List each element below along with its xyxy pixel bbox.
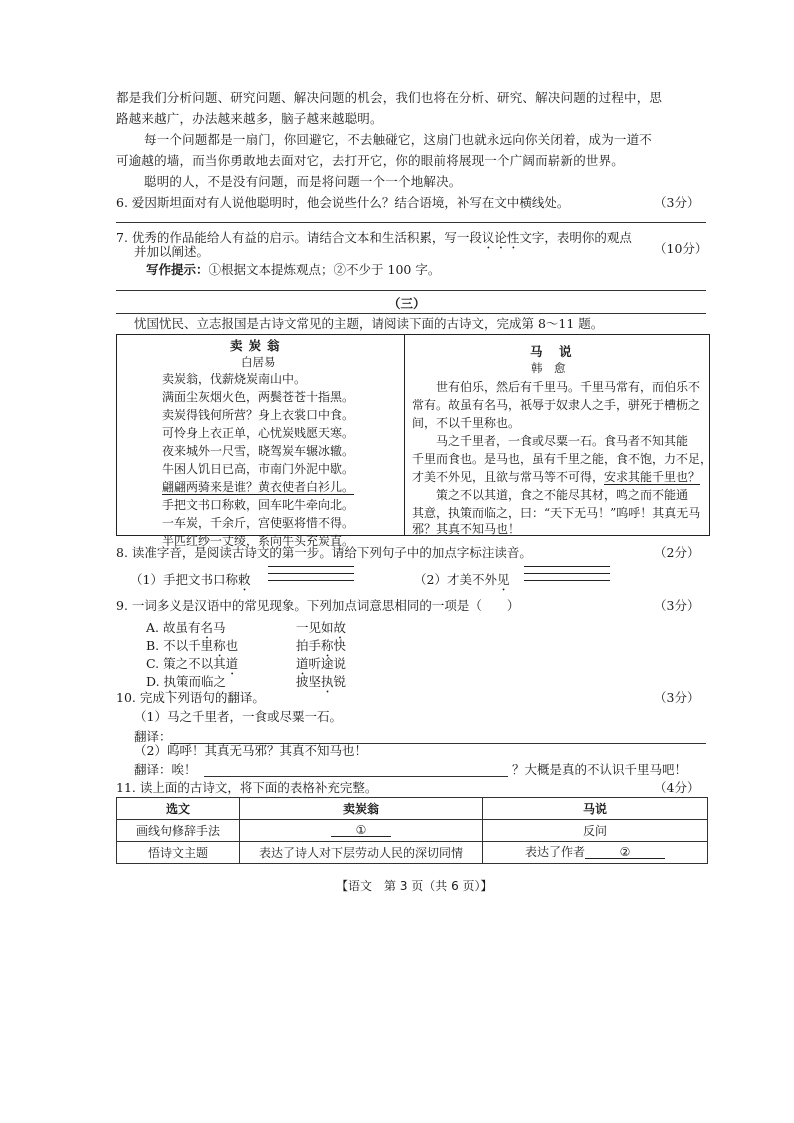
poem-line: 卖炭翁，伐薪烧炭南山中。 <box>162 372 307 386</box>
summary-table <box>116 797 708 864</box>
essay-line: 常有。故虽有名马，祇辱于奴隶人之手，骈死于槽枥之 <box>412 398 701 412</box>
q10-translation-2-end: ？大概是真的不认识千里马吧！ <box>512 762 688 777</box>
passage-line: 聪明的人，不是没有问题，而是将问题一个一个地解决。 <box>144 174 462 189</box>
poem-line: 牛困人饥日已高，市南门外泥中歇。 <box>162 462 355 476</box>
essay-line-underlined: 安求其能千里也？ <box>604 470 701 484</box>
essay-line: 策之不以其道，食之不能尽其材，鸣之而不能通 <box>412 488 689 502</box>
option-d-pair: 披坚执锐 <box>296 674 347 689</box>
essay-line: 千里而食也。是马也，虽有千里之能，食不饱，力不足， <box>412 452 713 466</box>
poem-line: 一车炭，千余斤，宫使驱将惜不得。 <box>162 516 355 530</box>
table-header: 卖炭翁 <box>240 798 483 820</box>
passage-line: 每一个问题都是一扇门，你回避它，不去触碰它，这扇门也就永远向你关闭着，成为一道不 <box>144 132 653 147</box>
table-cell: 悟诗文主题 <box>117 842 240 864</box>
poem-line: 半匹红纱一丈绫，系向牛头充炭直。 <box>162 534 355 548</box>
question-10-score: （3分） <box>654 690 700 705</box>
q10-sentence-2: （2）呜呼！其真无马邪？其真不知马也！ <box>134 743 367 758</box>
section-divider <box>116 313 706 314</box>
q7-emphasis: 议论性 <box>481 230 520 245</box>
q7-text-b: 文字，表明你的观点 <box>519 230 632 245</box>
question-9-score: （3分） <box>654 598 700 613</box>
writing-hint <box>146 264 440 277</box>
option-c: C. 策之不以其道 <box>146 656 239 671</box>
question-10: 10. 完成下列语句的翻译。 <box>116 690 265 705</box>
table-cell-text: 表达了作者 <box>524 845 585 859</box>
q8-item-2 <box>414 572 509 594</box>
option-a: A. 故虽有名马 <box>146 620 226 635</box>
essay-author: 韩 愈 <box>531 361 566 375</box>
page-footer: 【语文 第 3 页（共 6 页）】 <box>336 879 493 893</box>
essay-line-text: 才美不外见，且欲与常马等不可得， <box>412 470 605 484</box>
question-11-score: （4分） <box>654 780 700 795</box>
question-9: 9. 一词多义是汉语中的常见现象。下列加点词意思相同的一项是（ ） <box>116 598 520 613</box>
poem-author: 白居易 <box>241 355 276 369</box>
pinyin-lines <box>524 566 610 587</box>
section-title: （三） <box>388 296 426 311</box>
option-b: B. 不以千里称也 <box>146 638 239 653</box>
q10-sentence-1: （1）马之千里者，一食或尽粟一石。 <box>134 709 342 724</box>
q8-item-1-text: （1）手把文书口称 <box>130 572 238 587</box>
essay-line <box>412 471 700 483</box>
answer-line <box>116 290 706 291</box>
q10-translation-1-label: 翻译： <box>134 729 172 744</box>
q8-item-1 <box>130 572 250 594</box>
question-7-line2: 并加以阐述。 <box>134 244 210 259</box>
table-cell-blank[interactable] <box>240 820 483 842</box>
table-header: 选文 <box>117 798 240 820</box>
poem-line: 可怜身上衣正单，心忧炭贱愿天寒。 <box>162 426 355 440</box>
writing-hint-text: ①根据文本提炼观点；②不少于 100 字。 <box>208 262 441 277</box>
poem-line: 夜来城外一尺雪，晓驾炭车辗冰辙。 <box>162 444 355 458</box>
table-cell: 反问 <box>483 820 708 842</box>
passage-line: 都是我们分析问题、研究问题、解决问题的机会，我们也将在分析、研究、解决问题的过程中，思 <box>116 90 663 105</box>
question-6: 6. 爱因斯坦面对有人说他聪明时，他会说些什么？结合语境，补写在文中横线处。 <box>116 195 570 210</box>
table-cell: 画线句修辞手法 <box>117 820 240 842</box>
essay-line: 邪？其真不知马也！ <box>412 522 521 536</box>
poem-line: 卖炭得钱何所营？身上衣裳口中食。 <box>162 408 355 422</box>
translation-line <box>204 776 508 777</box>
writing-hint-label: 写作提示： <box>146 262 209 277</box>
option-d: D. 执策而临之 <box>146 674 227 689</box>
q7-text-a: 7. 优秀的作品能给人有益的启示。请结合文本和生活积累，写一段 <box>116 230 482 245</box>
poem-title: 卖炭翁 <box>230 338 286 353</box>
blank-2: ② <box>585 846 665 859</box>
essay-line: 马之千里者，一食或尽粟一石。食马者不知其能 <box>412 434 689 448</box>
passage-line: 可逾越的墙，而当你勇敢地去面对它，去打开它，你的眼前将展现一个广阔而崭新的世界。 <box>116 153 625 168</box>
table-header: 马说 <box>483 798 708 820</box>
question-6-score: （3分） <box>654 195 700 210</box>
question-11: 11. 读上面的古诗文，将下面的表格补充完整。 <box>116 780 378 795</box>
poem-line-underlined: 翩翩两骑来是谁？黄衣使者白衫儿。 <box>162 480 355 494</box>
passage-line: 路越来越广，办法越来越多，脑子越来越聪明。 <box>116 111 383 126</box>
q8-item-1-dotted: 敕 <box>237 572 251 587</box>
poem-line: 满面尘灰烟火色，两鬓苍苍十指黑。 <box>162 390 355 404</box>
essay-line: 间，不以千里称也。 <box>412 416 521 430</box>
reading-box-divider <box>404 335 405 535</box>
table-cell-blank[interactable] <box>483 842 708 864</box>
poem-line: 手把文书口称敕，回车叱牛牵向北。 <box>162 498 355 512</box>
answer-line <box>116 222 706 223</box>
question-8: 8. 读准字音，是阅读古诗文的第一步。请给下列句子中的加点字标注读音。 <box>116 545 532 560</box>
essay-line: 世有伯乐，然后有千里马。千里马常有，而伯乐不 <box>412 380 701 394</box>
pinyin-lines <box>268 566 354 587</box>
option-c-pair: 道听途说 <box>296 656 347 671</box>
table-cell: 表达了诗人对下层劳动人民的深切同情 <box>240 842 483 864</box>
essay-title: 马 说 <box>530 344 574 359</box>
essay-line: 其意，执策而临之，曰：“天下无马！”呜呼！其真无马 <box>412 506 701 520</box>
blank-1: ① <box>331 824 391 837</box>
option-a-pair: 一见如故 <box>296 620 347 635</box>
question-7-score: （10分） <box>654 241 708 256</box>
section-intro: 忧国忧民、立志报国是古诗文常见的主题，请阅读下面的古诗文，完成第 8～11 题。 <box>134 316 604 331</box>
q8-item-2-dotted: 见 <box>496 572 510 587</box>
q8-item-2-text: （2）才美不外 <box>414 572 497 587</box>
option-b-pair: 拍手称快 <box>296 638 347 653</box>
q10-translation-2-label: 翻译：唉！ <box>134 762 197 777</box>
question-8-score: （2分） <box>654 545 700 560</box>
